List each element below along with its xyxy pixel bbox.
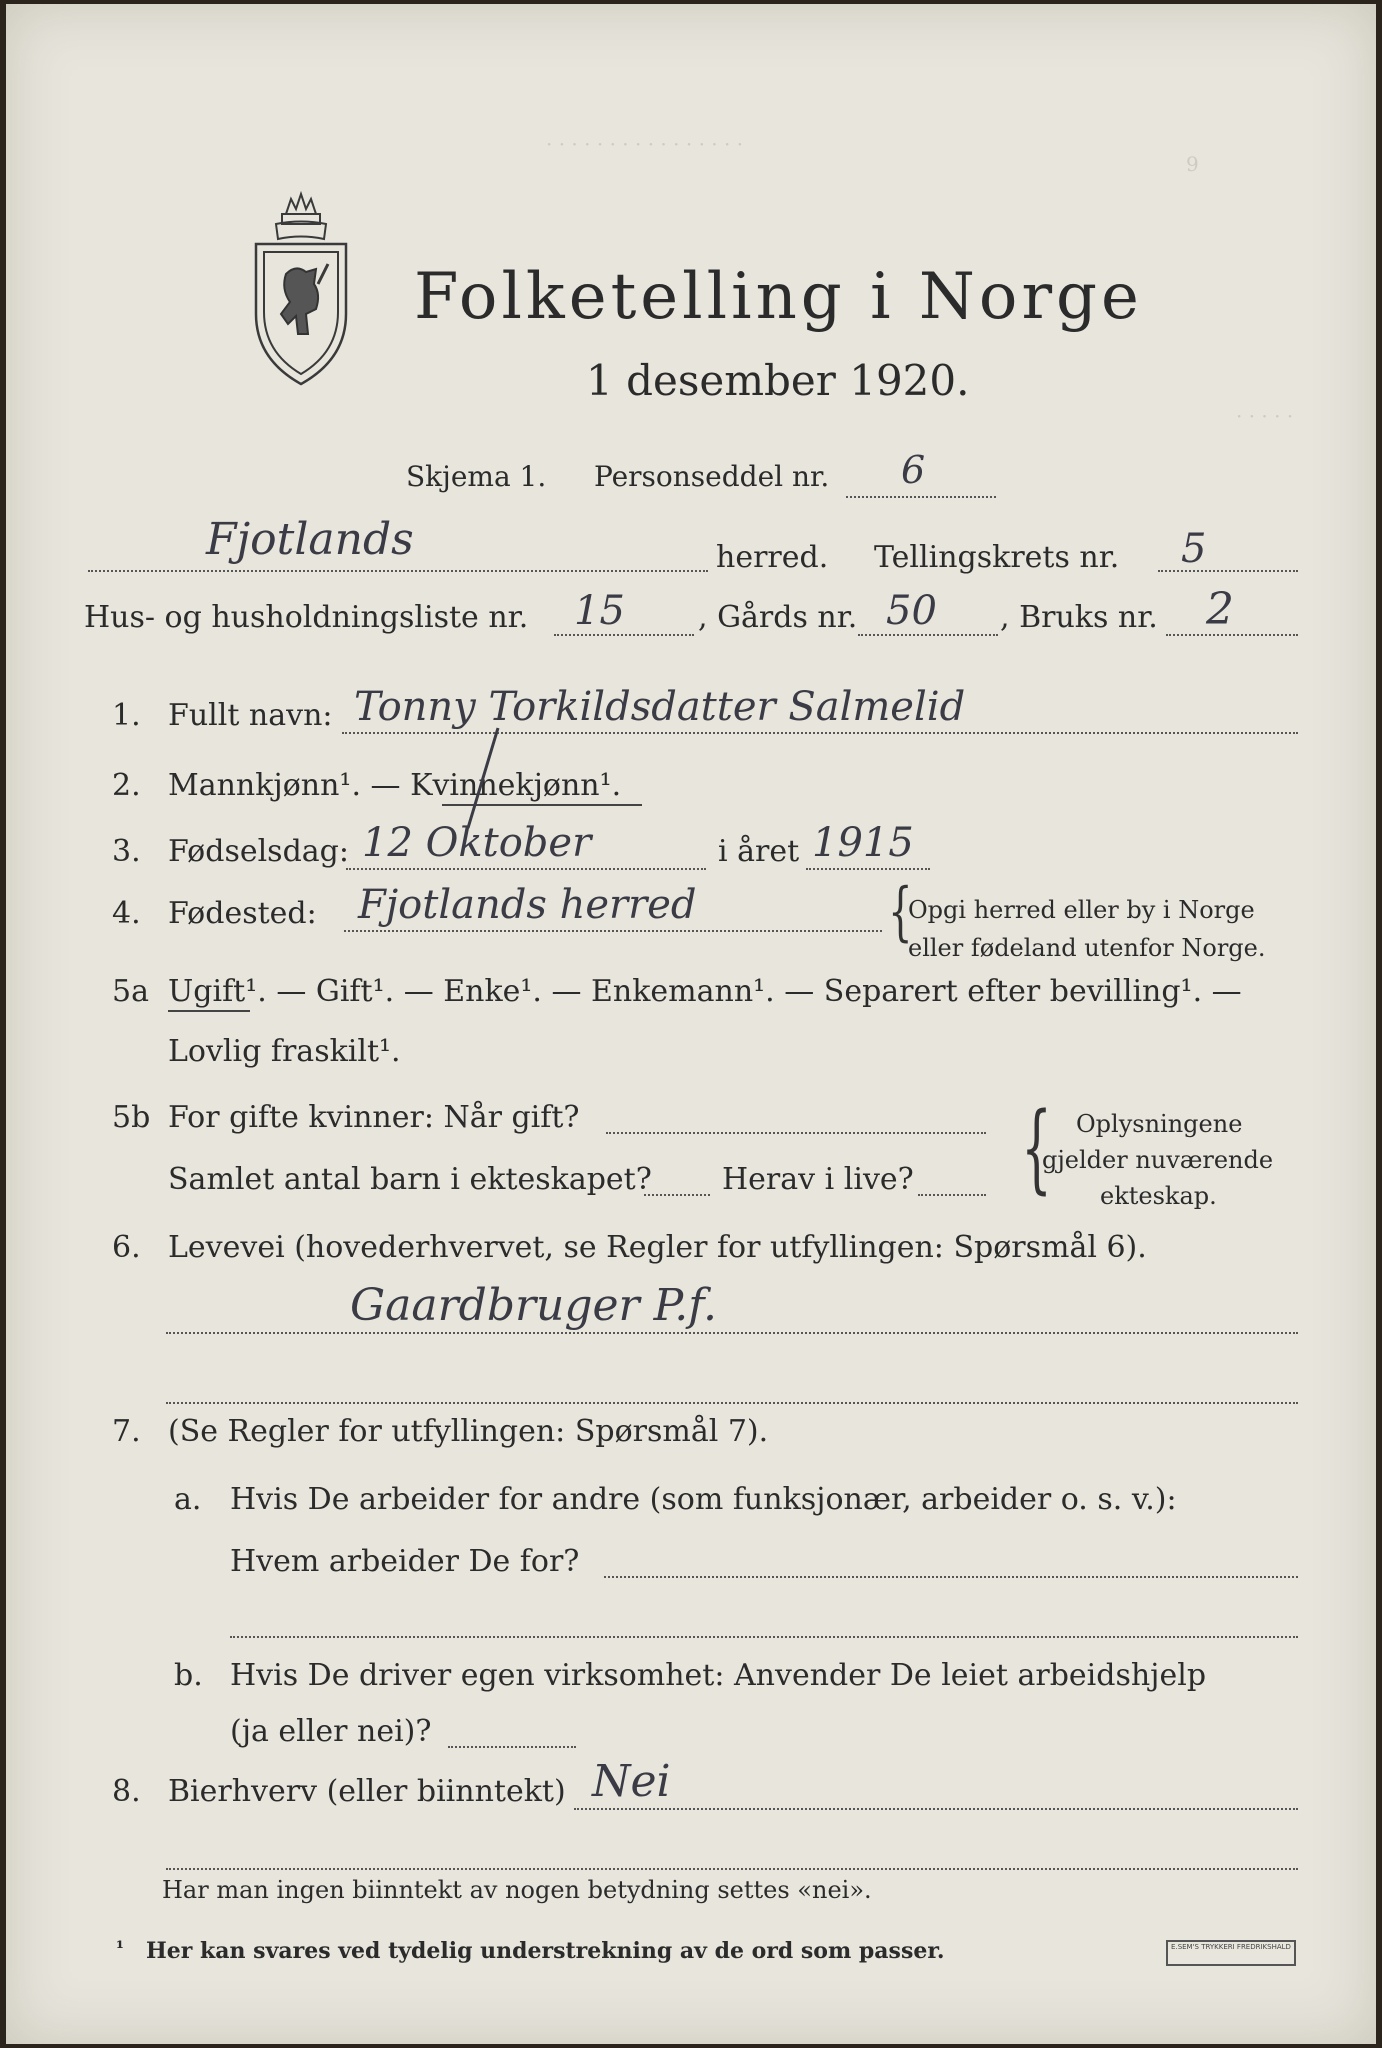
bleed-through-text: 9 [1186,152,1199,176]
q7b-yes-no-label: (ja eller nei)? [230,1714,432,1749]
gards-line [858,634,998,636]
husholdningsliste-line [554,634,694,636]
footnote-mark: ¹ [116,1938,124,1959]
q5b-note-line3: ekteskap. [1100,1182,1217,1210]
personseddel-line [846,496,996,498]
q5b-married-question: For gifte kvinner: Når gift? [168,1100,580,1135]
q8-value: Nei [592,1756,671,1807]
q1-label: Fullt navn: [168,698,333,733]
q5b-note-line2: gjelder nuværende [1042,1146,1274,1174]
herred-value: Fjotlands [206,514,414,565]
gards-value: 50 [886,588,937,634]
norway-coat-of-arms-icon [246,184,356,394]
q5b-brace: { [1021,1092,1052,1204]
bleed-through-text: · · · · · · · · · · · · · · · · [546,132,744,156]
tellingskrets-line [1158,570,1298,572]
q4-label: Fødested: [168,896,317,931]
q4-line [344,930,882,932]
husholdningsliste-label: Hus- og husholdningsliste nr. [84,600,529,635]
q4-note-line1: Opgi herred eller by i Norge [908,896,1255,924]
q7a-employer-line [604,1576,1298,1578]
q3-number: 3. [112,834,141,869]
skjema-label: Skjema 1. [406,460,547,493]
q2-sex-options: Mannkjønn¹. — Kvinnekjønn¹. [168,768,622,803]
q6-occupation-label: Levevei (hovederhvervet, se Regler for utfyllingen: Spørsmål 6). [168,1230,1147,1265]
q1-full-name: Tonny Torkildsdatter Salmelid [354,684,966,730]
q2-number: 2. [112,768,141,803]
bleed-through-text: · · · · · [1236,404,1294,428]
q7-label: (Se Regler for utfyllingen: Spørsmål 7). [168,1414,769,1449]
census-date: 1 desember 1920. [586,356,970,405]
q3-label: Fødselsdag: [168,834,349,869]
q7a-employer-line-2 [230,1636,1298,1638]
q3-year-label: i året [718,834,800,869]
q7a-employer-label: Hvem arbeider De for? [230,1544,580,1579]
q7b-line [448,1746,576,1748]
census-form-page [6,4,1376,2044]
q5b-children-line [644,1194,710,1196]
q5b-alive-line [918,1194,986,1196]
q7a-letter: a. [174,1482,202,1517]
printer-stamp: E.SEM'S TRYKKERI FREDRIKSHALD [1166,1940,1296,1966]
q5b-married-line [606,1132,986,1134]
q7a-question: Hvis De arbeider for andre (som funksjonær, arbeider o. s. v.): [230,1482,1177,1517]
personseddel-label: Personseddel nr. [594,460,830,493]
q5a-number: 5a [112,974,149,1009]
q2-check-mark-icon [446,724,516,834]
footer-note: Har man ingen biinntekt av nogen betydning settes «nei». [162,1876,872,1904]
q1-number: 1. [112,698,141,733]
q5a-fraskilt-option: Lovlig fraskilt¹. [168,1034,401,1069]
q6-line-1 [166,1332,1298,1334]
q5b-children-question: Samlet antal barn i ekteskapet? [168,1162,652,1197]
herred-line [88,570,708,572]
q5b-number: 5b [112,1100,151,1135]
personseddel-value: 6 [901,448,926,492]
q8-line [574,1808,1298,1810]
q5b-alive-question: Herav i live? [722,1162,914,1197]
q7b-question: Hvis De driver egen virksomhet: Anvender De leiet arbeidshjelp [230,1658,1207,1693]
q4-birthplace: Fjotlands herred [358,882,697,928]
tellingskrets-value: 5 [1181,526,1207,572]
bruks-label: , Bruks nr. [1000,600,1158,635]
q3-year-line [806,868,930,870]
q7-number: 7. [112,1414,141,1449]
q8-label: Bierhverv (eller biinntekt) [168,1774,566,1809]
tellingskrets-label: Tellingskrets nr. [874,540,1120,575]
q3-date-line [346,868,706,870]
q4-note-line2: eller fødeland utenfor Norge. [908,934,1266,962]
gards-label: , Gårds nr. [698,600,858,635]
q3-birth-year: 1915 [812,820,914,866]
bruks-value: 2 [1206,584,1234,635]
q6-occupation-value: Gaardbruger P.f. [350,1280,717,1331]
q8-number: 8. [112,1774,141,1809]
q6-number: 6. [112,1230,141,1265]
q6-line-2 [166,1402,1298,1404]
q4-brace: { [888,875,913,949]
q5b-note-line1: Oplysningene [1076,1110,1243,1138]
form-title: Folketelling i Norge [414,260,1143,334]
q3-birth-date: 12 Oktober [362,820,592,866]
q8-line-2 [166,1868,1298,1870]
q4-number: 4. [112,896,141,931]
husholdningsliste-value: 15 [574,588,625,634]
q7b-letter: b. [174,1658,203,1693]
footnote-text: Her kan svares ved tydelig understrekning av de ord som passer. [146,1938,945,1964]
q5a-civil-status-options: Ugift¹. — Gift¹. — Enke¹. — Enkemann¹. — Separert efter bevilling¹. — [168,974,1242,1009]
q5a-ugift-underline [168,1010,250,1012]
herred-label: herred. [716,540,829,575]
